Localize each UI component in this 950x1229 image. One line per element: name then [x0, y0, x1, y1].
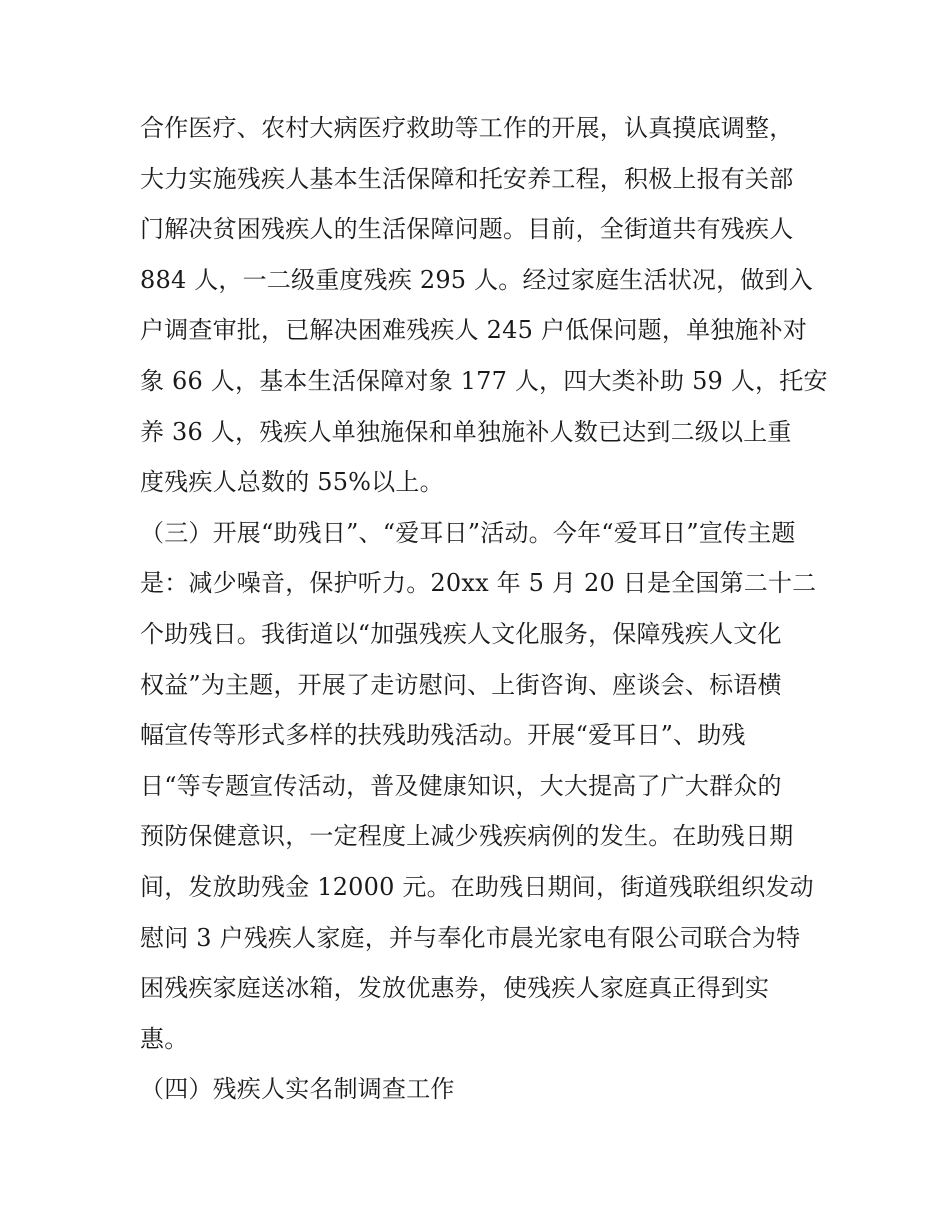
- text-line: 合作医疗、农村大病医疗救助等工作的开展，认真摸底调整，: [140, 114, 794, 142]
- text-line: 个助残日。我街道以“加强残疾人文化服务，保障残疾人文化: [140, 619, 782, 648]
- text-line: 惠。: [140, 1024, 189, 1053]
- section-heading-line: （四）残疾人实名制调查工作: [140, 1075, 455, 1104]
- text-line: 慰问 3 户残疾人家庭，并与奉化市晨光家电有限公司联合为特: [140, 923, 801, 952]
- text-line: 预防保健意识，一定程度上减少残疾病例的发生。在助残日期: [140, 822, 794, 851]
- document-body: [140, 103, 828, 1115]
- text-line: 权益”为主题，开展了走访慰问、上街咨询、座谈会、标语横: [140, 670, 782, 699]
- text-line: 大力实施残疾人基本生活保障和托安养工程，积极上报有关部: [140, 164, 794, 193]
- text-line: 间，发放助残金 12000 元。在助残日期间，街道残联组织发动: [140, 872, 814, 901]
- text-line: 户调查审批，已解决困难残疾人 245 户低保问题，单独施补对: [140, 316, 808, 345]
- text-line: 度残疾人总数的 55%以上。: [140, 468, 444, 497]
- text-line: 困残疾家庭送冰箱，发放优惠券，使残疾人家庭真正得到实: [140, 974, 770, 1003]
- text-line: 是：减少噪音，保护听力。20xx 年 5 月 20 日是全国第二十二: [140, 569, 817, 598]
- text-line: 门解决贫困残疾人的生活保障问题。目前，全街道共有残疾人: [140, 215, 794, 244]
- text-line: 养 36 人，残疾人单独施保和单独施补人数已达到二级以上重: [140, 417, 792, 446]
- text-line: 884 人，一二级重度残疾 295 人。经过家庭生活状况，做到入: [140, 265, 813, 294]
- text-line: 日“等专题宣传活动，普及健康知识，大大提高了广大群众的: [140, 771, 782, 800]
- text-line: 象 66 人，基本生活保障对象 177 人，四大类补助 59 人，托安: [140, 366, 828, 395]
- section-heading-line: （三）开展“助残日”、“爱耳日”活动。今年“爱耳日”宣传主题: [140, 518, 796, 547]
- text-line: 幅宣传等形式多样的扶残助残活动。开展“爱耳日”、助残: [140, 721, 746, 750]
